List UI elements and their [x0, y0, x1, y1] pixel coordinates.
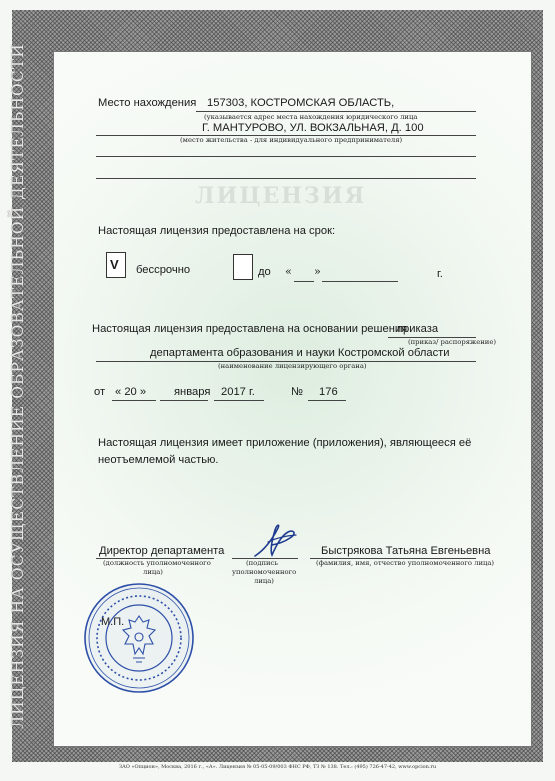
- position-hint2: лица): [143, 568, 163, 576]
- date-year: 2017 г.: [221, 386, 255, 398]
- location-label: Место нахождения: [98, 97, 197, 109]
- unlimited-checkbox: [106, 252, 126, 278]
- date-year-underline: [214, 400, 264, 401]
- basis-label: Настоящая лицензия предоставлена на основании решения: [92, 323, 408, 335]
- appendix-line1: Настоящая лицензия имеет приложение (приложения), являющееся её: [98, 437, 472, 449]
- location-line2: Г. МАНТУРОВО, УЛ. ВОКЗАЛЬНАЯ, Д. 100: [202, 122, 424, 134]
- license-number: 176: [319, 386, 338, 398]
- number-label: №: [291, 386, 304, 398]
- from-label: от: [94, 386, 106, 398]
- handwritten-signature: [250, 522, 302, 560]
- until-label: до: [258, 266, 271, 278]
- printer-footer: ЗАО «Опцион», Москва, 2016 г., «А». Лицензия № 05-05-09/003 ФНС РФ, ТЗ № 138. Тел.: (495) 726-47-42, www.opcion.ru: [118, 764, 437, 770]
- location-line1: 157303, КОСТРОМСКАЯ ОБЛАСТЬ,: [207, 97, 395, 109]
- sign-hint1: (подпись: [246, 559, 279, 567]
- blank-line-2: [96, 178, 476, 179]
- date-month-underline: [160, 400, 208, 401]
- location-hint2: (место жительства - для индивидуального предпринимателя): [180, 136, 403, 144]
- date-month: января: [174, 386, 211, 398]
- stamp-label: М.П.: [101, 616, 125, 628]
- appendix-line2: неотъемлемой частью.: [98, 454, 219, 466]
- blank-line-1: [96, 156, 476, 157]
- side-title: ЛИЦЕНЗИЯ НА ОСУЩЕСТВЛЕНИЕ ОБРАЗОВАТЕЛЬНОЙ ДЕЯТЕЛЬНОСТИ: [9, 43, 27, 729]
- day-underline: [294, 281, 314, 282]
- until-checkbox: [233, 254, 253, 280]
- location-underline-1: [196, 111, 476, 112]
- sign-hint3: лица): [254, 577, 274, 585]
- position-hint1: (должность уполномоченного: [103, 559, 211, 567]
- official-seal: [83, 582, 195, 694]
- signatory-position: Директор департамента: [99, 545, 225, 557]
- sign-hint2: уполномоченного: [232, 568, 297, 576]
- date-day-underline: [112, 400, 156, 401]
- watermark-ghost: ЛИЦЕНЗИЯ: [195, 183, 367, 209]
- decision-type: приказа: [397, 323, 439, 335]
- quote-open: «: [285, 265, 292, 278]
- number-underline: [308, 400, 346, 401]
- authority-hint: (наименование лицензирующего органа): [218, 362, 367, 370]
- decision-hint: (приказ/ распоряжение): [408, 338, 497, 346]
- authority: департамента образования и науки Костромской области: [150, 347, 450, 359]
- year-suffix: г.: [437, 268, 443, 280]
- name-hint: (фамилия, имя, отчество уполномоченного лица): [316, 559, 495, 567]
- location-hint1: (указывается адрес места нахождения юридического лица: [204, 113, 418, 121]
- term-label: Настоящая лицензия предоставлена на срок:: [98, 225, 336, 237]
- date-day: « 20 »: [115, 386, 147, 398]
- signatory-name: Быстрякова Татьяна Евгеньевна: [321, 545, 491, 557]
- check-mark: V: [110, 257, 119, 272]
- unlimited-label: бессрочно: [136, 264, 191, 276]
- quote-close: »: [314, 265, 321, 278]
- month-underline: [322, 281, 398, 282]
